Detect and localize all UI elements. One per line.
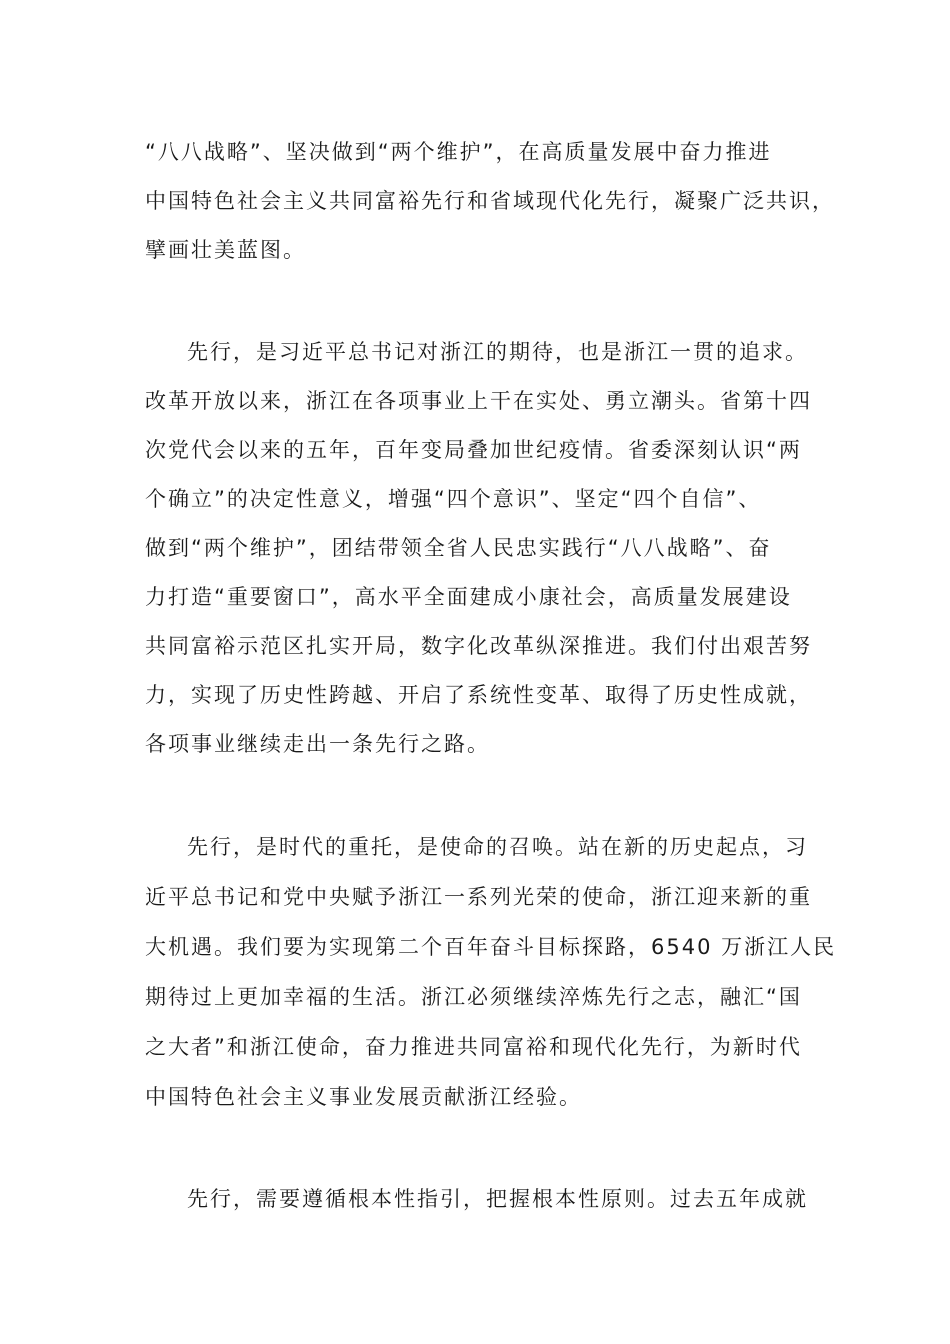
paragraph-line: 先行，是时代的重托，是使命的召唤。站在新的历史起点，习 — [187, 835, 808, 859]
paragraph-line: 共同富裕示范区扎实开局，数字化改革纵深推进。我们付出艰苦努 — [145, 634, 812, 658]
paragraph-line: 近平总书记和党中央赋予浙江一系列光荣的使命，浙江迎来新的重 — [145, 885, 812, 909]
paragraph-line: 次党代会以来的五年，百年变局叠加世纪疫情。省委深刻认识“两 — [145, 438, 802, 462]
paragraph-line: 中国特色社会主义事业发展贡献浙江经验。 — [145, 1085, 582, 1109]
paragraph-line: 各项事业继续走出一条先行之路。 — [145, 732, 490, 756]
paragraph-line: 先行，需要遵循根本性指引，把握根本性原则。过去五年成就 — [187, 1187, 808, 1211]
paragraph-line: 个确立”的决定性意义，增强“四个意识”、坚定“四个自信”、 — [145, 487, 762, 511]
paragraph-line: 之大者”和浙江使命，奋力推进共同富裕和现代化先行，为新时代 — [145, 1035, 802, 1059]
paragraph-line: 期待过上更加幸福的生活。浙江必须继续淬炼先行之志，融汇“国 — [145, 985, 802, 1009]
paragraph-line: 先行，是习近平总书记对浙江的期待，也是浙江一贯的追求。 — [187, 340, 808, 364]
paragraph-line: 大机遇。我们要为实现第二个百年奋斗目标探路，6540 万浙江人民 — [145, 935, 837, 959]
paragraph-line: “八八战略”、坚决做到“两个维护”，在高质量发展中奋力推进 — [145, 140, 772, 164]
paragraph-line: 做到“两个维护”，团结带领全省人民忠实践行“八八战略”、奋 — [145, 536, 772, 560]
paragraph-line: 改革开放以来，浙江在各项事业上干在实处、勇立潮头。省第十四 — [145, 389, 812, 413]
paragraph-line: 擘画壮美蓝图。 — [145, 238, 306, 262]
paragraph-line: 力打造“重要窗口”，高水平全面建成小康社会，高质量发展建设 — [145, 585, 792, 609]
paragraph-line: 中国特色社会主义共同富裕先行和省域现代化先行，凝聚广泛共识， — [145, 189, 835, 213]
paragraph-line: 力，实现了历史性跨越、开启了系统性变革、取得了历史性成就， — [145, 683, 812, 707]
